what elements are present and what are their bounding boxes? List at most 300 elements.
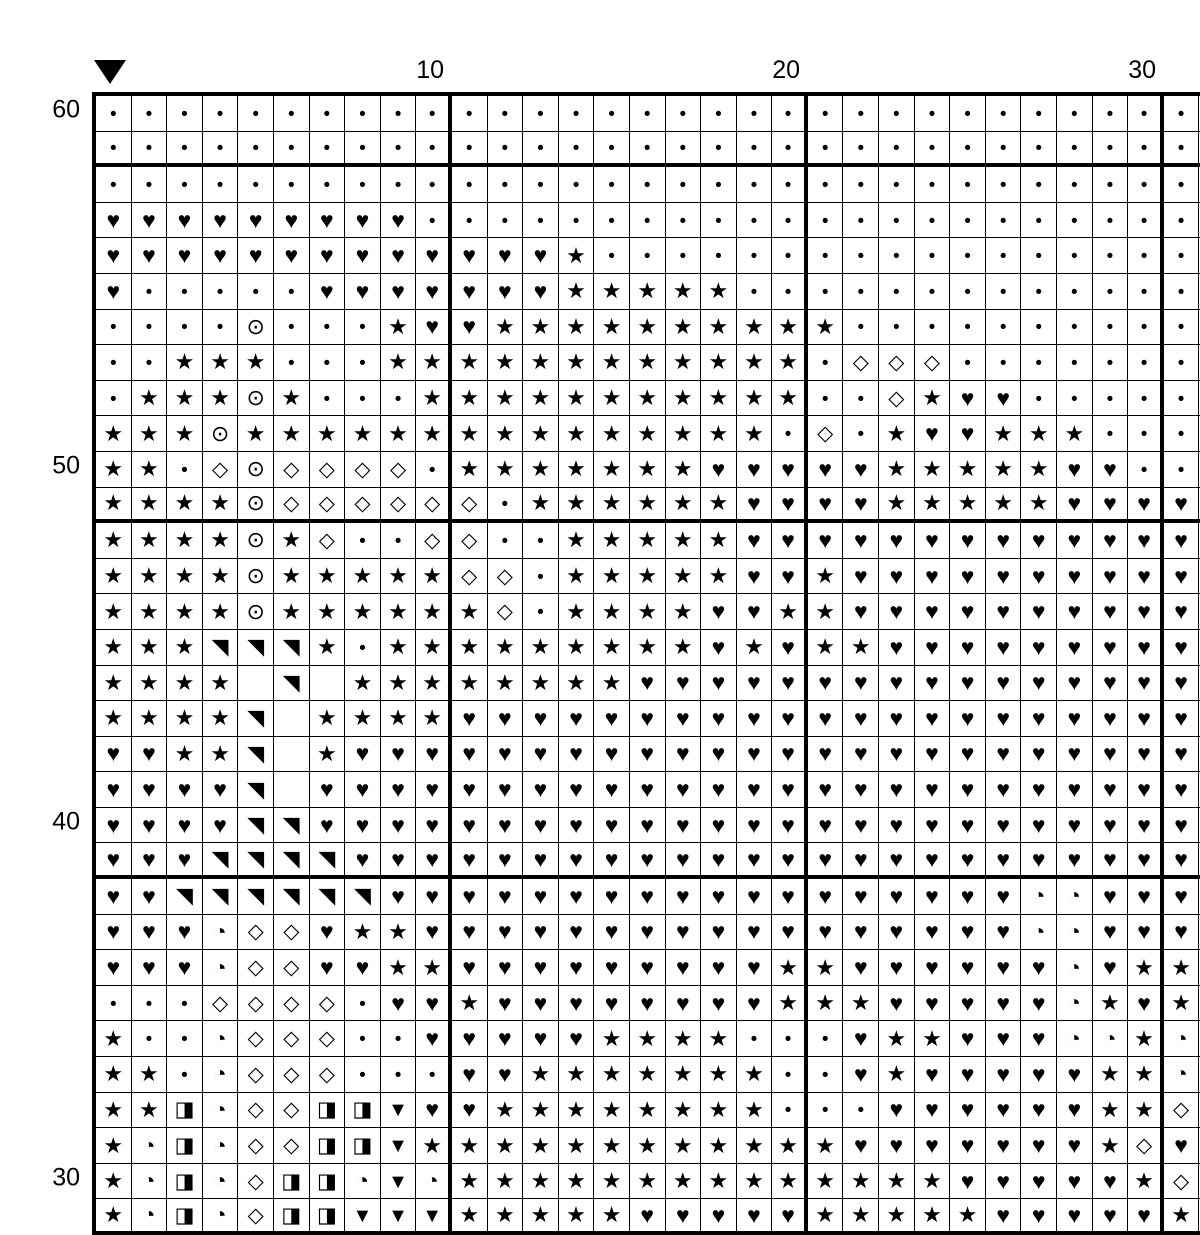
grid-cell[interactable]: [915, 1093, 951, 1129]
grid-cell[interactable]: [167, 772, 203, 808]
grid-cell[interactable]: [345, 772, 381, 808]
grid-cell[interactable]: [559, 1021, 595, 1057]
grid-cell[interactable]: [594, 559, 630, 595]
grid-cell[interactable]: [488, 416, 524, 452]
grid-cell[interactable]: [488, 274, 524, 310]
grid-cell[interactable]: [96, 701, 132, 737]
grid-cell[interactable]: [559, 950, 595, 986]
grid-cell[interactable]: [238, 1199, 274, 1235]
grid-cell[interactable]: [1093, 523, 1129, 559]
grid-cell[interactable]: [238, 879, 274, 915]
grid-cell[interactable]: [630, 1021, 666, 1057]
grid-cell[interactable]: [630, 1199, 666, 1235]
grid-cell[interactable]: [381, 1199, 417, 1235]
grid-cell[interactable]: [843, 132, 879, 168]
grid-cell[interactable]: [559, 915, 595, 951]
grid-cell[interactable]: [345, 1057, 381, 1093]
grid-cell[interactable]: [132, 488, 168, 524]
grid-cell[interactable]: [986, 559, 1022, 595]
grid-cell[interactable]: [879, 1093, 915, 1129]
grid-cell[interactable]: [666, 1128, 702, 1164]
grid-cell[interactable]: [1057, 310, 1093, 346]
grid-cell[interactable]: [274, 594, 310, 630]
grid-cell[interactable]: [808, 381, 844, 417]
grid-cell[interactable]: [488, 1199, 524, 1235]
grid-cell[interactable]: [666, 96, 702, 132]
grid-cell[interactable]: [488, 843, 524, 879]
grid-cell[interactable]: [1164, 1164, 1200, 1200]
grid-cell[interactable]: [879, 1057, 915, 1093]
grid-cell[interactable]: [950, 1128, 986, 1164]
grid-cell[interactable]: [452, 950, 488, 986]
grid-cell[interactable]: [559, 238, 595, 274]
grid-cell[interactable]: [1093, 238, 1129, 274]
grid-cell[interactable]: [915, 701, 951, 737]
grid-cell[interactable]: [986, 310, 1022, 346]
grid-cell[interactable]: [986, 416, 1022, 452]
grid-cell[interactable]: [523, 772, 559, 808]
grid-cell[interactable]: [1164, 203, 1200, 239]
grid-cell[interactable]: [772, 701, 808, 737]
grid-cell[interactable]: [701, 310, 737, 346]
grid-cell[interactable]: [559, 345, 595, 381]
grid-cell[interactable]: [701, 96, 737, 132]
grid-cell[interactable]: [1093, 1199, 1129, 1235]
grid-cell[interactable]: [96, 772, 132, 808]
grid-cell[interactable]: [310, 488, 346, 524]
grid-cell[interactable]: [167, 559, 203, 595]
grid-cell[interactable]: [1021, 559, 1057, 595]
grid-cell[interactable]: [452, 1199, 488, 1235]
grid-cell[interactable]: [1093, 808, 1129, 844]
grid-cell[interactable]: [345, 1199, 381, 1235]
grid-cell[interactable]: [879, 203, 915, 239]
grid-cell[interactable]: [523, 1021, 559, 1057]
grid-cell[interactable]: [666, 986, 702, 1022]
grid-cell[interactable]: [594, 1057, 630, 1093]
grid-cell[interactable]: [950, 274, 986, 310]
grid-cell[interactable]: [238, 666, 274, 702]
grid-cell[interactable]: [488, 1164, 524, 1200]
grid-cell[interactable]: [310, 167, 346, 203]
grid-cell[interactable]: [1164, 879, 1200, 915]
grid-cell[interactable]: [737, 238, 773, 274]
grid-cell[interactable]: [96, 1199, 132, 1235]
grid-cell[interactable]: [203, 986, 239, 1022]
grid-cell[interactable]: [1057, 416, 1093, 452]
grid-cell[interactable]: [772, 879, 808, 915]
grid-cell[interactable]: [701, 1093, 737, 1129]
grid-cell[interactable]: [132, 1057, 168, 1093]
grid-cell[interactable]: [274, 310, 310, 346]
grid-cell[interactable]: [238, 737, 274, 773]
grid-cell[interactable]: [737, 132, 773, 168]
grid-cell[interactable]: [1093, 381, 1129, 417]
grid-cell[interactable]: [737, 950, 773, 986]
grid-cell[interactable]: [274, 132, 310, 168]
grid-cell[interactable]: [274, 737, 310, 773]
grid-cell[interactable]: [701, 950, 737, 986]
grid-cell[interactable]: [915, 559, 951, 595]
grid-cell[interactable]: [310, 915, 346, 951]
grid-cell[interactable]: [630, 167, 666, 203]
grid-cell[interactable]: [986, 594, 1022, 630]
grid-cell[interactable]: [986, 986, 1022, 1022]
grid-cell[interactable]: [915, 203, 951, 239]
grid-cell[interactable]: [808, 488, 844, 524]
grid-cell[interactable]: [132, 843, 168, 879]
grid-cell[interactable]: [666, 1199, 702, 1235]
grid-cell[interactable]: [452, 701, 488, 737]
grid-cell[interactable]: [594, 772, 630, 808]
grid-cell[interactable]: [1021, 843, 1057, 879]
grid-cell[interactable]: [1057, 843, 1093, 879]
grid-cell[interactable]: [630, 203, 666, 239]
grid-cell[interactable]: [808, 630, 844, 666]
grid-cell[interactable]: [238, 1057, 274, 1093]
grid-cell[interactable]: [203, 666, 239, 702]
grid-cell[interactable]: [274, 915, 310, 951]
grid-cell[interactable]: [1128, 879, 1164, 915]
grid-cell[interactable]: [915, 1164, 951, 1200]
grid-cell[interactable]: [843, 950, 879, 986]
grid-cell[interactable]: [1057, 559, 1093, 595]
grid-cell[interactable]: [950, 1199, 986, 1235]
grid-cell[interactable]: [238, 808, 274, 844]
grid-cell[interactable]: [238, 381, 274, 417]
grid-cell[interactable]: [345, 666, 381, 702]
grid-cell[interactable]: [452, 1128, 488, 1164]
grid-cell[interactable]: [488, 915, 524, 951]
grid-cell[interactable]: [1128, 416, 1164, 452]
grid-cell[interactable]: [381, 345, 417, 381]
grid-cell[interactable]: [701, 488, 737, 524]
grid-cell[interactable]: [950, 1021, 986, 1057]
grid-cell[interactable]: [986, 666, 1022, 702]
grid-cell[interactable]: [96, 1057, 132, 1093]
grid-cell[interactable]: [1093, 345, 1129, 381]
grid-cell[interactable]: [1093, 1021, 1129, 1057]
grid-cell[interactable]: [167, 594, 203, 630]
grid-cell[interactable]: [1057, 915, 1093, 951]
grid-cell[interactable]: [666, 808, 702, 844]
grid-cell[interactable]: [167, 666, 203, 702]
grid-cell[interactable]: [96, 1093, 132, 1129]
grid-cell[interactable]: [879, 879, 915, 915]
grid-cell[interactable]: [772, 310, 808, 346]
grid-cell[interactable]: [1164, 666, 1200, 702]
grid-cell[interactable]: [96, 737, 132, 773]
grid-cell[interactable]: [523, 167, 559, 203]
grid-cell[interactable]: [1093, 132, 1129, 168]
grid-cell[interactable]: [452, 1093, 488, 1129]
grid-cell[interactable]: [167, 1199, 203, 1235]
grid-cell[interactable]: [523, 879, 559, 915]
grid-cell[interactable]: [167, 950, 203, 986]
grid-cell[interactable]: [666, 132, 702, 168]
grid-cell[interactable]: [132, 559, 168, 595]
grid-cell[interactable]: [238, 1021, 274, 1057]
grid-cell[interactable]: [274, 167, 310, 203]
grid-cell[interactable]: [381, 96, 417, 132]
grid-cell[interactable]: [167, 1164, 203, 1200]
grid-cell[interactable]: [843, 737, 879, 773]
grid-cell[interactable]: [310, 594, 346, 630]
grid-cell[interactable]: [986, 1057, 1022, 1093]
grid-cell[interactable]: [879, 345, 915, 381]
grid-cell[interactable]: [345, 630, 381, 666]
grid-cell[interactable]: [594, 452, 630, 488]
grid-cell[interactable]: [416, 843, 452, 879]
grid-cell[interactable]: [1093, 772, 1129, 808]
grid-cell[interactable]: [96, 915, 132, 951]
grid-cell[interactable]: [986, 808, 1022, 844]
grid-cell[interactable]: [1093, 310, 1129, 346]
grid-cell[interactable]: [488, 345, 524, 381]
grid-cell[interactable]: [594, 274, 630, 310]
grid-cell[interactable]: [950, 167, 986, 203]
grid-cell[interactable]: [345, 203, 381, 239]
grid-cell[interactable]: [274, 1021, 310, 1057]
grid-cell[interactable]: [310, 1021, 346, 1057]
grid-cell[interactable]: [666, 666, 702, 702]
grid-cell[interactable]: [808, 1199, 844, 1235]
grid-cell[interactable]: [808, 167, 844, 203]
grid-cell[interactable]: [1021, 345, 1057, 381]
grid-cell[interactable]: [1057, 1093, 1093, 1129]
grid-cell[interactable]: [381, 666, 417, 702]
grid-cell[interactable]: [345, 381, 381, 417]
grid-cell[interactable]: [452, 808, 488, 844]
grid-cell[interactable]: [381, 167, 417, 203]
grid-cell[interactable]: [1164, 488, 1200, 524]
grid-cell[interactable]: [310, 1199, 346, 1235]
grid-cell[interactable]: [416, 274, 452, 310]
grid-cell[interactable]: [808, 1164, 844, 1200]
grid-cell[interactable]: [1021, 416, 1057, 452]
grid-cell[interactable]: [274, 345, 310, 381]
grid-cell[interactable]: [915, 238, 951, 274]
grid-cell[interactable]: [950, 416, 986, 452]
grid-cell[interactable]: [915, 737, 951, 773]
grid-cell[interactable]: [381, 488, 417, 524]
grid-cell[interactable]: [915, 666, 951, 702]
grid-cell[interactable]: [345, 274, 381, 310]
grid-cell[interactable]: [452, 274, 488, 310]
grid-cell[interactable]: [1164, 167, 1200, 203]
grid-cell[interactable]: [772, 630, 808, 666]
grid-cell[interactable]: [132, 1128, 168, 1164]
grid-cell[interactable]: [1164, 416, 1200, 452]
grid-cell[interactable]: [808, 986, 844, 1022]
grid-cell[interactable]: [274, 523, 310, 559]
grid-cell[interactable]: [950, 1164, 986, 1200]
grid-cell[interactable]: [1093, 630, 1129, 666]
grid-cell[interactable]: [630, 559, 666, 595]
grid-cell[interactable]: [1021, 1199, 1057, 1235]
grid-cell[interactable]: [132, 96, 168, 132]
grid-cell[interactable]: [594, 203, 630, 239]
grid-cell[interactable]: [772, 808, 808, 844]
grid-cell[interactable]: [274, 559, 310, 595]
grid-cell[interactable]: [808, 132, 844, 168]
grid-cell[interactable]: [1128, 666, 1164, 702]
grid-cell[interactable]: [986, 701, 1022, 737]
grid-cell[interactable]: [310, 523, 346, 559]
grid-cell[interactable]: [950, 345, 986, 381]
grid-cell[interactable]: [488, 772, 524, 808]
grid-cell[interactable]: [1093, 1164, 1129, 1200]
grid-cell[interactable]: [96, 345, 132, 381]
grid-cell[interactable]: [1057, 1021, 1093, 1057]
grid-cell[interactable]: [772, 452, 808, 488]
grid-cell[interactable]: [96, 167, 132, 203]
grid-cell[interactable]: [381, 915, 417, 951]
grid-cell[interactable]: [132, 701, 168, 737]
grid-cell[interactable]: [559, 559, 595, 595]
grid-cell[interactable]: [808, 523, 844, 559]
grid-cell[interactable]: [203, 737, 239, 773]
grid-cell[interactable]: [381, 1057, 417, 1093]
grid-cell[interactable]: [203, 167, 239, 203]
grid-cell[interactable]: [843, 1199, 879, 1235]
grid-cell[interactable]: [1128, 1021, 1164, 1057]
grid-cell[interactable]: [416, 523, 452, 559]
grid-cell[interactable]: [488, 559, 524, 595]
grid-cell[interactable]: [950, 915, 986, 951]
grid-cell[interactable]: [167, 1057, 203, 1093]
grid-cell[interactable]: [416, 772, 452, 808]
grid-cell[interactable]: [594, 986, 630, 1022]
grid-cell[interactable]: [488, 1021, 524, 1057]
grid-cell[interactable]: [345, 523, 381, 559]
grid-cell[interactable]: [1057, 1128, 1093, 1164]
grid-cell[interactable]: [416, 1021, 452, 1057]
grid-cell[interactable]: [737, 594, 773, 630]
grid-cell[interactable]: [167, 132, 203, 168]
grid-cell[interactable]: [808, 416, 844, 452]
grid-cell[interactable]: [594, 416, 630, 452]
grid-cell[interactable]: [1093, 1093, 1129, 1129]
grid-cell[interactable]: [238, 96, 274, 132]
grid-cell[interactable]: [1164, 238, 1200, 274]
grid-cell[interactable]: [1057, 950, 1093, 986]
grid-cell[interactable]: [1093, 843, 1129, 879]
grid-cell[interactable]: [132, 915, 168, 951]
grid-cell[interactable]: [416, 167, 452, 203]
grid-cell[interactable]: [630, 1093, 666, 1129]
grid-cell[interactable]: [772, 167, 808, 203]
grid-cell[interactable]: [666, 701, 702, 737]
grid-cell[interactable]: [950, 203, 986, 239]
grid-cell[interactable]: [416, 1093, 452, 1129]
grid-cell[interactable]: [950, 879, 986, 915]
grid-cell[interactable]: [274, 808, 310, 844]
grid-cell[interactable]: [1057, 381, 1093, 417]
grid-cell[interactable]: [1128, 238, 1164, 274]
grid-cell[interactable]: [1164, 808, 1200, 844]
grid-cell[interactable]: [915, 452, 951, 488]
grid-cell[interactable]: [915, 843, 951, 879]
grid-cell[interactable]: [523, 915, 559, 951]
grid-cell[interactable]: [1021, 1057, 1057, 1093]
grid-cell[interactable]: [274, 452, 310, 488]
grid-cell[interactable]: [666, 843, 702, 879]
grid-cell[interactable]: [1128, 701, 1164, 737]
grid-cell[interactable]: [1021, 96, 1057, 132]
grid-cell[interactable]: [986, 1021, 1022, 1057]
grid-cell[interactable]: [274, 96, 310, 132]
grid-cell[interactable]: [594, 381, 630, 417]
grid-cell[interactable]: [96, 416, 132, 452]
grid-cell[interactable]: [986, 879, 1022, 915]
grid-cell[interactable]: [132, 132, 168, 168]
grid-cell[interactable]: [1164, 274, 1200, 310]
grid-cell[interactable]: [1021, 381, 1057, 417]
grid-cell[interactable]: [167, 381, 203, 417]
grid-cell[interactable]: [132, 167, 168, 203]
grid-cell[interactable]: [167, 1093, 203, 1129]
grid-cell[interactable]: [345, 1128, 381, 1164]
grid-cell[interactable]: [666, 630, 702, 666]
grid-cell[interactable]: [488, 737, 524, 773]
grid-cell[interactable]: [594, 345, 630, 381]
grid-cell[interactable]: [630, 843, 666, 879]
grid-cell[interactable]: [1021, 915, 1057, 951]
grid-cell[interactable]: [772, 950, 808, 986]
grid-cell[interactable]: [630, 986, 666, 1022]
grid-cell[interactable]: [310, 310, 346, 346]
grid-cell[interactable]: [559, 737, 595, 773]
grid-cell[interactable]: [986, 737, 1022, 773]
grid-cell[interactable]: [986, 1164, 1022, 1200]
grid-cell[interactable]: [1164, 1057, 1200, 1093]
grid-cell[interactable]: [915, 879, 951, 915]
grid-cell[interactable]: [701, 1164, 737, 1200]
grid-cell[interactable]: [523, 132, 559, 168]
grid-cell[interactable]: [594, 1199, 630, 1235]
grid-cell[interactable]: [772, 238, 808, 274]
grid-cell[interactable]: [452, 1164, 488, 1200]
grid-cell[interactable]: [416, 666, 452, 702]
grid-cell[interactable]: [1057, 345, 1093, 381]
grid-cell[interactable]: [452, 310, 488, 346]
grid-cell[interactable]: [96, 1021, 132, 1057]
grid-cell[interactable]: [167, 523, 203, 559]
grid-cell[interactable]: [345, 950, 381, 986]
grid-cell[interactable]: [843, 488, 879, 524]
grid-cell[interactable]: [167, 1128, 203, 1164]
grid-cell[interactable]: [666, 203, 702, 239]
grid-cell[interactable]: [630, 310, 666, 346]
grid-cell[interactable]: [488, 1057, 524, 1093]
grid-cell[interactable]: [203, 808, 239, 844]
grid-cell[interactable]: [310, 879, 346, 915]
grid-cell[interactable]: [203, 381, 239, 417]
grid-cell[interactable]: [808, 1057, 844, 1093]
grid-cell[interactable]: [203, 203, 239, 239]
grid-cell[interactable]: [808, 274, 844, 310]
grid-cell[interactable]: [132, 274, 168, 310]
grid-cell[interactable]: [737, 523, 773, 559]
grid-cell[interactable]: [666, 1021, 702, 1057]
grid-cell[interactable]: [238, 1093, 274, 1129]
grid-cell[interactable]: [310, 1128, 346, 1164]
grid-cell[interactable]: [701, 701, 737, 737]
grid-cell[interactable]: [808, 238, 844, 274]
grid-cell[interactable]: [1164, 915, 1200, 951]
grid-cell[interactable]: [772, 274, 808, 310]
